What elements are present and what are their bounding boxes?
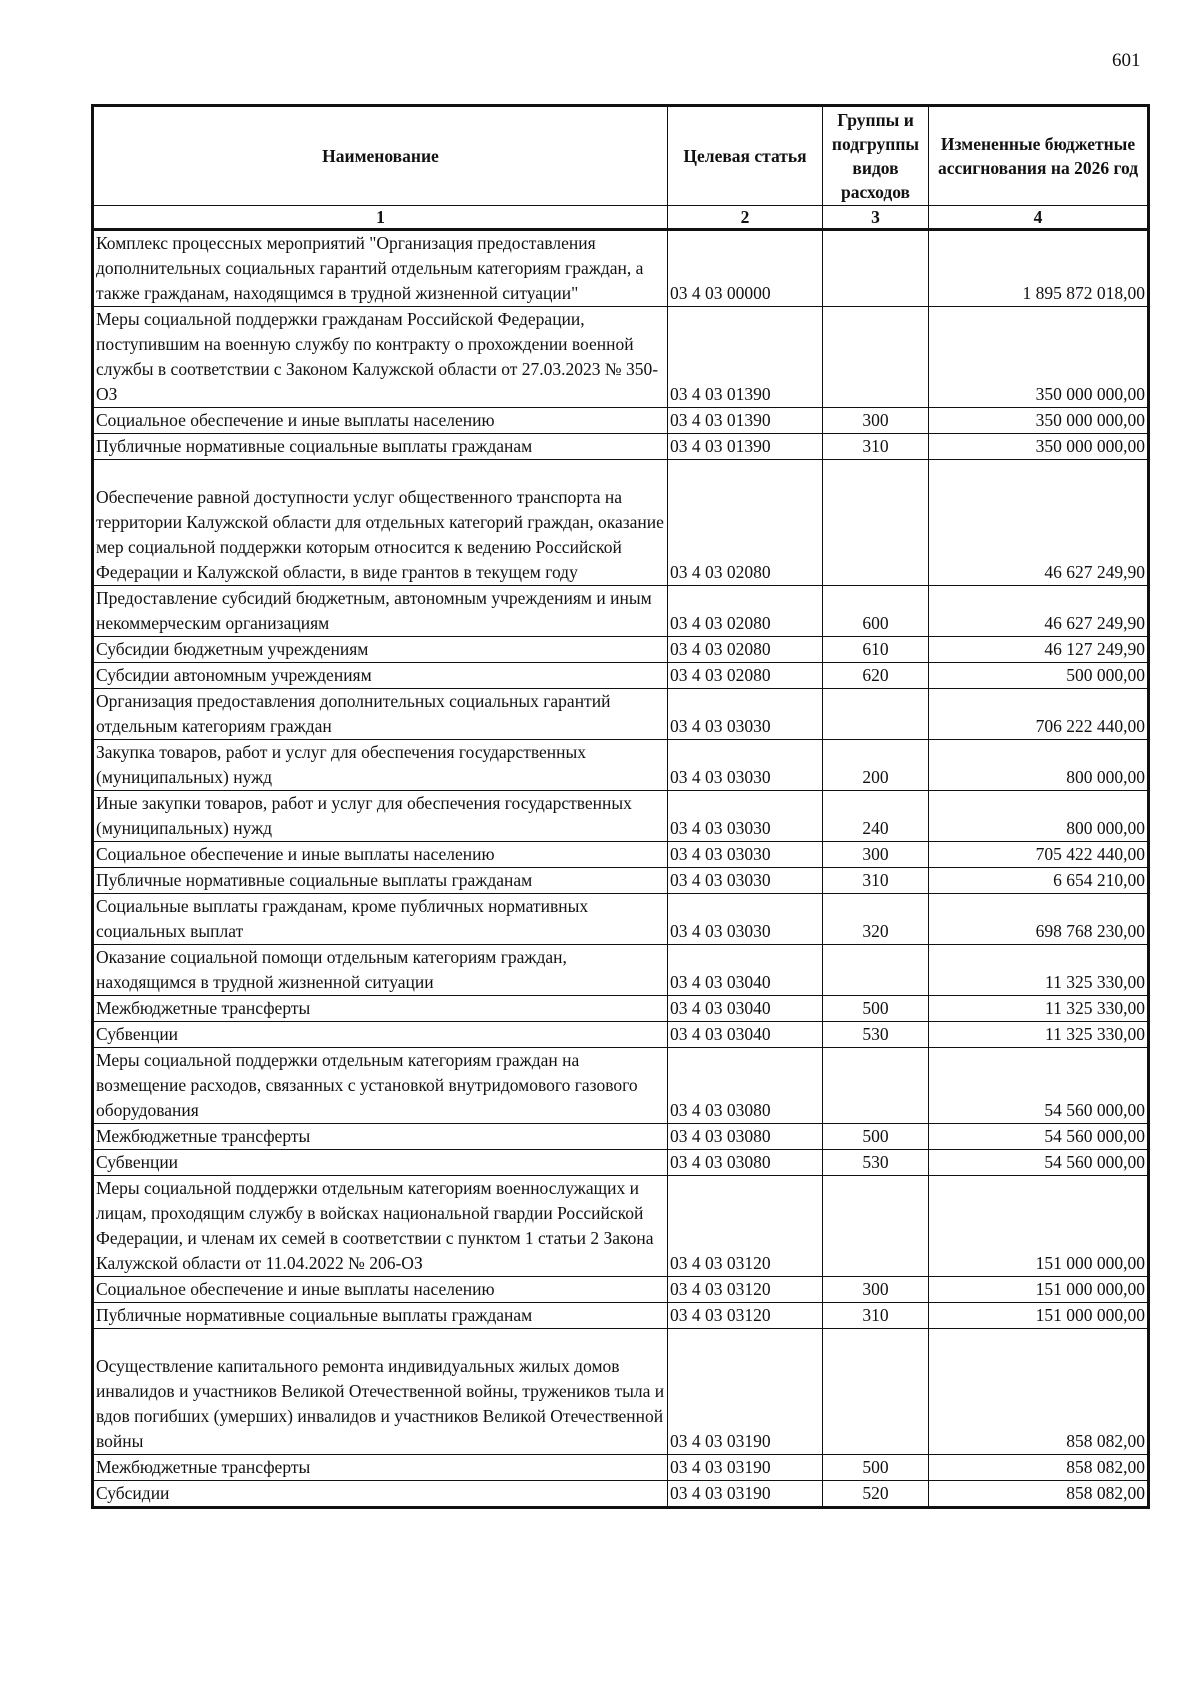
budget-table — [91, 104, 1150, 1509]
row-name-cell: Субсидии бюджетным учреждениям — [93, 637, 668, 663]
table-row — [93, 1329, 1149, 1455]
row-name-cell: Меры социальной поддержки отдельным категориям граждан на возмещение расходов, связанных с установкой внутридомового газового оборудования — [93, 1048, 668, 1124]
row-name-cell: Субсидии автономным учреждениям — [93, 663, 668, 689]
row-target-cell: 03 4 03 03190 — [668, 1481, 823, 1508]
table-row — [93, 434, 1149, 460]
row-target-cell: 03 4 03 03030 — [668, 842, 823, 868]
row-amount-cell: 11 325 330,00 — [929, 1022, 1149, 1048]
row-name-cell: Предоставление субсидий бюджетным, автономным учреждениям и иным некоммерческим организациям — [93, 586, 668, 637]
row-target-cell: 03 4 03 03030 — [668, 894, 823, 945]
table-row — [93, 1481, 1149, 1508]
table-row — [93, 1022, 1149, 1048]
column-number: 4 — [929, 206, 1149, 230]
table-row — [93, 307, 1149, 408]
row-name-cell: Меры социальной поддержки отдельным категориям военнослужащих и лицам, проходящим службу в войсках национальной гвардии Российской Федерации, и членам их семей в соответствии с пунктом 1 статьи 2 Закона Калужской области от 11.04.2022 № 206-ОЗ — [93, 1176, 668, 1277]
row-group-cell: 530 — [823, 1150, 929, 1176]
row-group-cell: 300 — [823, 408, 929, 434]
row-amount-cell: 54 560 000,00 — [929, 1048, 1149, 1124]
row-group-cell — [823, 689, 929, 740]
row-amount-cell: 800 000,00 — [929, 791, 1149, 842]
row-amount-cell: 6 654 210,00 — [929, 868, 1149, 894]
row-amount-cell: 1 895 872 018,00 — [929, 230, 1149, 307]
row-name-text: Обеспечение равной доступности услуг общественного транспорта на территории Калужской области для отдельных категорий граждан, оказание мер социальной поддержки которым относится к ведению Российской Федерации и Калужской области, в виде грантов в текущем году — [96, 487, 664, 582]
row-group-cell — [823, 230, 929, 307]
row-name-cell: Иные закупки товаров, работ и услуг для обеспечения государственных (муниципальных) нужд — [93, 791, 668, 842]
row-group-cell: 300 — [823, 1277, 929, 1303]
row-amount-cell: 151 000 000,00 — [929, 1303, 1149, 1329]
row-group-cell: 500 — [823, 1455, 929, 1481]
table-row — [93, 1176, 1149, 1277]
row-target-cell: 03 4 03 01390 — [668, 434, 823, 460]
row-amount-cell: 54 560 000,00 — [929, 1124, 1149, 1150]
row-name-cell: Комплекс процессных мероприятий "Организация предоставления дополнительных социальных гарантий отдельным категориям граждан, а также гражданам, находящимся в трудной жизненной ситуации" — [93, 230, 668, 307]
row-name-cell: Закупка товаров, работ и услуг для обеспечения государственных (муниципальных) нужд — [93, 740, 668, 791]
row-name-cell: Межбюджетные трансферты — [93, 1455, 668, 1481]
row-target-cell: 03 4 03 03030 — [668, 791, 823, 842]
row-name-text: Осуществление капитального ремонта индивидуальных жилых домов инвалидов и участников Великой Отечественной войны, тружеников тыла и вдов погибших (умерших) инвалидов и участников Великой Отечественной войны — [96, 1356, 665, 1451]
row-group-cell: 300 — [823, 842, 929, 868]
row-target-cell: 03 4 03 03040 — [668, 996, 823, 1022]
row-amount-cell: 46 127 249,90 — [929, 637, 1149, 663]
header-target: Целевая статья — [668, 106, 823, 206]
header-amount: Измененные бюджетные ассигнования на 2026 год — [929, 106, 1149, 206]
table-row — [93, 945, 1149, 996]
row-name-cell: Организация предоставления дополнительных социальных гарантий отдельным категориям граждан — [93, 689, 668, 740]
row-group-cell: 320 — [823, 894, 929, 945]
row-target-cell: 03 4 03 03030 — [668, 868, 823, 894]
row-group-cell — [823, 1176, 929, 1277]
row-amount-cell: 705 422 440,00 — [929, 842, 1149, 868]
row-target-cell: 03 4 03 03190 — [668, 1329, 823, 1455]
row-target-cell: 03 4 03 03080 — [668, 1124, 823, 1150]
row-target-cell: 03 4 03 02080 — [668, 663, 823, 689]
row-amount-cell: 858 082,00 — [929, 1481, 1149, 1508]
row-amount-cell: 350 000 000,00 — [929, 408, 1149, 434]
row-amount-cell: 350 000 000,00 — [929, 434, 1149, 460]
row-group-cell: 620 — [823, 663, 929, 689]
table-row — [93, 996, 1149, 1022]
table-row — [93, 1303, 1149, 1329]
row-group-cell: 200 — [823, 740, 929, 791]
row-name-cell: Субвенции — [93, 1150, 668, 1176]
row-target-cell: 03 4 03 03080 — [668, 1048, 823, 1124]
row-target-cell: 03 4 03 03080 — [668, 1150, 823, 1176]
table-row — [93, 1048, 1149, 1124]
row-group-cell — [823, 1048, 929, 1124]
table-row — [93, 740, 1149, 791]
row-amount-cell: 350 000 000,00 — [929, 307, 1149, 408]
table-row — [93, 868, 1149, 894]
row-spacer — [96, 460, 665, 485]
row-name-cell: Социальное обеспечение и иные выплаты населению — [93, 842, 668, 868]
table-header-row — [93, 106, 1149, 206]
row-amount-cell: 46 627 249,90 — [929, 460, 1149, 586]
row-group-cell: 600 — [823, 586, 929, 637]
row-name-cell: Публичные нормативные социальные выплаты гражданам — [93, 1303, 668, 1329]
row-target-cell: 03 4 03 03120 — [668, 1176, 823, 1277]
row-name-cell: Межбюджетные трансферты — [93, 1124, 668, 1150]
row-name-cell: Публичные нормативные социальные выплаты гражданам — [93, 868, 668, 894]
row-target-cell: 03 4 03 03120 — [668, 1277, 823, 1303]
table-row — [93, 689, 1149, 740]
row-group-cell — [823, 460, 929, 586]
row-target-cell: 03 4 03 03120 — [668, 1303, 823, 1329]
page-number: 601 — [1112, 50, 1141, 71]
row-group-cell: 500 — [823, 996, 929, 1022]
row-amount-cell: 151 000 000,00 — [929, 1176, 1149, 1277]
table-row — [93, 1150, 1149, 1176]
row-name-cell: Субвенции — [93, 1022, 668, 1048]
row-target-cell: 03 4 03 03030 — [668, 740, 823, 791]
table-row — [93, 791, 1149, 842]
table-row — [93, 1455, 1149, 1481]
table-row — [93, 637, 1149, 663]
row-name-cell: Публичные нормативные социальные выплаты гражданам — [93, 434, 668, 460]
column-number: 3 — [823, 206, 929, 230]
row-name-cell: Социальное обеспечение и иные выплаты населению — [93, 1277, 668, 1303]
row-name-cell: Социальное обеспечение и иные выплаты населению — [93, 408, 668, 434]
row-amount-cell: 500 000,00 — [929, 663, 1149, 689]
row-amount-cell: 706 222 440,00 — [929, 689, 1149, 740]
row-group-cell: 310 — [823, 868, 929, 894]
row-name-cell: Оказание социальной помощи отдельным категориям граждан, находящимся в трудной жизненной ситуации — [93, 945, 668, 996]
row-amount-cell: 858 082,00 — [929, 1455, 1149, 1481]
table-row — [93, 230, 1149, 307]
column-number: 1 — [93, 206, 668, 230]
row-amount-cell: 858 082,00 — [929, 1329, 1149, 1455]
row-group-cell: 530 — [823, 1022, 929, 1048]
row-group-cell — [823, 307, 929, 408]
table-row — [93, 586, 1149, 637]
row-group-cell: 610 — [823, 637, 929, 663]
row-amount-cell: 54 560 000,00 — [929, 1150, 1149, 1176]
row-name-cell — [93, 1329, 668, 1455]
row-name-cell: Межбюджетные трансферты — [93, 996, 668, 1022]
row-amount-cell: 151 000 000,00 — [929, 1277, 1149, 1303]
table-row — [93, 408, 1149, 434]
row-target-cell: 03 4 03 03190 — [668, 1455, 823, 1481]
row-amount-cell: 11 325 330,00 — [929, 945, 1149, 996]
table-row — [93, 1124, 1149, 1150]
column-number-row — [93, 206, 1149, 230]
row-group-cell: 500 — [823, 1124, 929, 1150]
row-group-cell — [823, 945, 929, 996]
header-name: Наименование — [93, 106, 668, 206]
row-group-cell: 240 — [823, 791, 929, 842]
row-group-cell: 310 — [823, 1303, 929, 1329]
row-group-cell: 520 — [823, 1481, 929, 1508]
table-row — [93, 894, 1149, 945]
row-amount-cell: 46 627 249,90 — [929, 586, 1149, 637]
row-spacer — [96, 1329, 665, 1354]
row-target-cell: 03 4 03 02080 — [668, 460, 823, 586]
table-row — [93, 1277, 1149, 1303]
row-name-cell — [93, 460, 668, 586]
row-target-cell: 03 4 03 01390 — [668, 307, 823, 408]
row-group-cell — [823, 1329, 929, 1455]
row-amount-cell: 800 000,00 — [929, 740, 1149, 791]
table-row — [93, 663, 1149, 689]
column-number: 2 — [668, 206, 823, 230]
row-target-cell: 03 4 03 02080 — [668, 637, 823, 663]
table-row — [93, 842, 1149, 868]
table-body — [93, 230, 1149, 1508]
row-amount-cell: 11 325 330,00 — [929, 996, 1149, 1022]
row-group-cell: 310 — [823, 434, 929, 460]
row-amount-cell: 698 768 230,00 — [929, 894, 1149, 945]
row-target-cell: 03 4 03 03030 — [668, 689, 823, 740]
row-target-cell: 03 4 03 00000 — [668, 230, 823, 307]
header-group: Группы и подгруппы видов расходов — [823, 106, 929, 206]
row-name-cell: Субсидии — [93, 1481, 668, 1508]
row-name-cell: Социальные выплаты гражданам, кроме публичных нормативных социальных выплат — [93, 894, 668, 945]
table-row — [93, 460, 1149, 586]
row-target-cell: 03 4 03 03040 — [668, 1022, 823, 1048]
row-target-cell: 03 4 03 03040 — [668, 945, 823, 996]
row-target-cell: 03 4 03 01390 — [668, 408, 823, 434]
row-target-cell: 03 4 03 02080 — [668, 586, 823, 637]
row-name-cell: Меры социальной поддержки гражданам Российской Федерации, поступившим на военную службу по контракту о прохождении военной службы в соответствии с Законом Калужской области от 27.03.2023 № 350-ОЗ — [93, 307, 668, 408]
